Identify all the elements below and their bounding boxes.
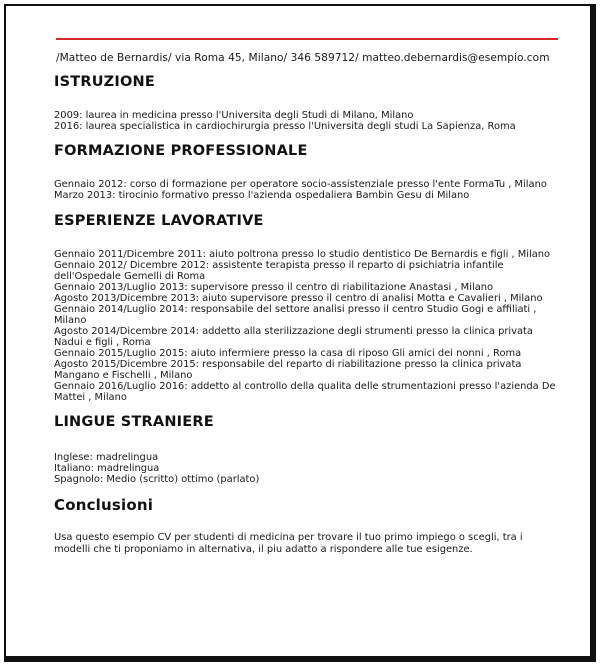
section-title-lingue: LINGUE STRANIERE [54, 414, 214, 430]
list-item: Gennaio 2016/Luglio 2016: addetto al controllo della qualita delle strumentazioni presso l'azienda De Mattei , Milano [54, 381, 556, 403]
istruzione-list [54, 110, 559, 132]
document-frame [4, 4, 596, 662]
list-item: Gennaio 2014/Luglio 2014: responsabile del settore analisi presso il centro Studio Gogi e affiliati , Milano [54, 304, 537, 326]
list-item: Agosto 2013/Dicembre 2013: aiuto supervisore presso il centro di analisi Motta e Cavalieri , Milano [54, 293, 543, 304]
list-item: 2009: laurea in medicina presso l'Universita degli Studi di Milano, Milano [54, 110, 414, 121]
header-rule [56, 38, 558, 40]
list-item: Gennaio 2012/ Dicembre 2012: assistente terapista presso il reparto di psichiatria infantile dell'Ospedale Gemelli di Roma [54, 260, 504, 282]
section-title-conclusioni: Conclusioni [54, 496, 154, 514]
list-item: Gennaio 2013/Luglio 2013: supervisore presso il centro di riabilitazione Anastasi , Milano [54, 282, 494, 293]
list-item: Agosto 2014/Dicembre 2014: addetto alla sterilizzazione degli strumenti presso la clinica privata Nadui e figli , Roma [54, 326, 533, 348]
list-item: Marzo 2013: tirocinio formativo presso l'azienda ospedaliera Bambin Gesu di Milano [54, 190, 470, 201]
list-item: Spagnolo: Medio (scritto) ottimo (parlato) [54, 474, 260, 485]
esperienze-list [54, 249, 559, 403]
contact-line: /Matteo de Bernardis/ via Roma 45, Milano/ 346 589712/ matteo.debernardis@esempio.com [56, 52, 550, 64]
formazione-list [54, 179, 559, 201]
list-item: Italiano: madrelingua [54, 463, 160, 474]
section-title-formazione: FORMAZIONE PROFESSIONALE [54, 143, 308, 159]
list-item: Gennaio 2011/Dicembre 2011: aiuto poltrona presso lo studio dentistico De Bernardis e figli , Milano [54, 249, 551, 260]
section-title-istruzione: ISTRUZIONE [54, 74, 155, 90]
list-item: 2016: laurea specialistica in cardiochirurgia presso l'Universita degli studi La Sapienza, Roma [54, 121, 516, 132]
list-item: Gennaio 2012: corso di formazione per operatore socio-assistenziale presso l'ente FormaTu , Milano [54, 179, 547, 190]
list-item: Inglese: madrelingua [54, 452, 159, 463]
list-item: Agosto 2015/Dicembre 2015: responsabile del reparto di riabilitazione presso la clinica privata Mangano e Fischelli , Milano [54, 359, 522, 381]
list-item: Gennaio 2015/Luglio 2015: aiuto infermiere presso la casa di riposo Gli amici dei nonni , Roma [54, 348, 522, 359]
conclusioni-text: Usa questo esempio CV per studenti di medicina per trovare il tuo primo impiego o scegli, tra i modelli che ti proponiamo in alternativa, il piu adatto a rispondere alle tue esigenze. [54, 532, 523, 555]
cv-content [54, 38, 559, 556]
lingue-list [54, 452, 559, 485]
section-title-esperienze: ESPERIENZE LAVORATIVE [54, 213, 264, 229]
